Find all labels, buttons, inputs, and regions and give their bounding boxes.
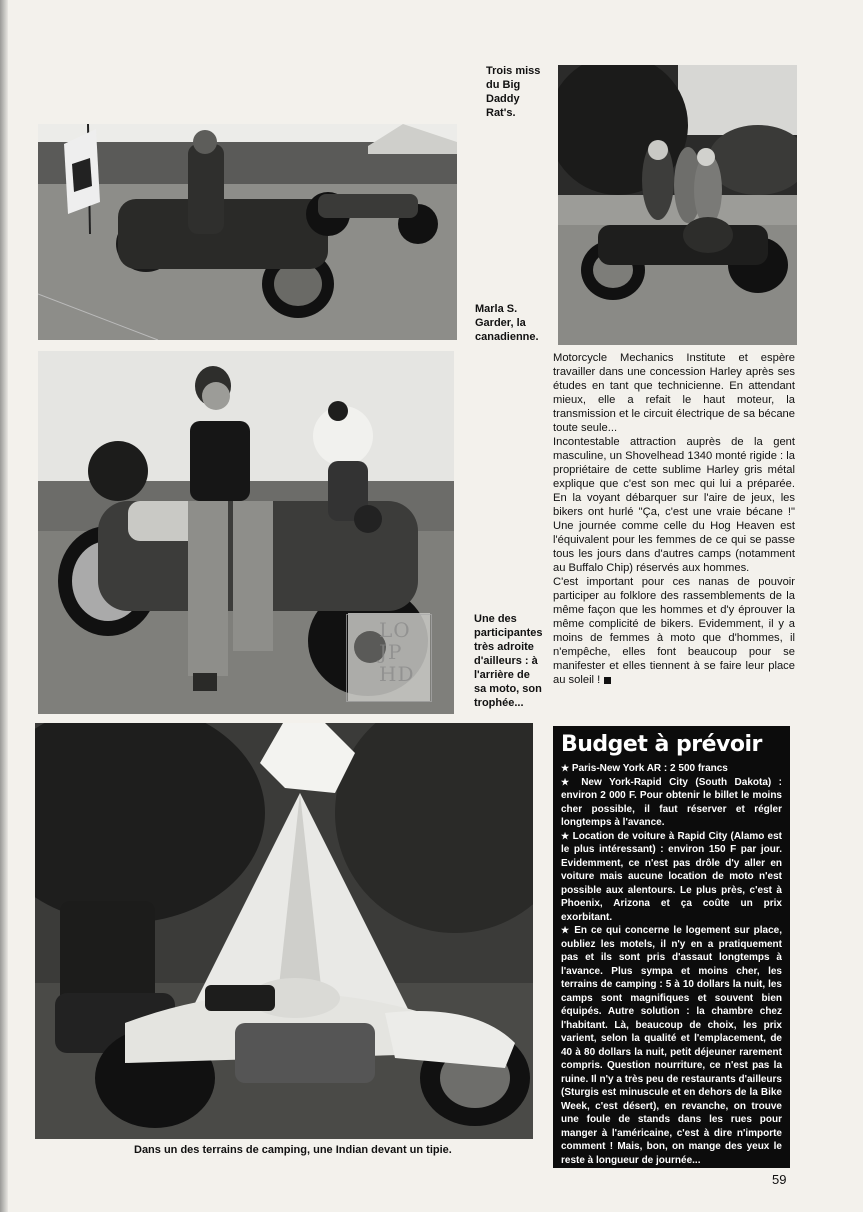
- star-icon: ★: [561, 925, 571, 935]
- photo-indian-tipi: [35, 723, 533, 1139]
- article-body: [553, 351, 795, 687]
- watermark-logo: [346, 614, 432, 702]
- article-paragraph: [553, 575, 795, 687]
- budget-item-text: En ce qui concerne le logement sur place, oubliez les motels, il n'y en a pratiquement pas et ils sont pris d'assaut longtemps à l'avance. Plus sympa et moins cher, les terrains de camping : 5 à 10 dollars la nuit, les camps sont magnifiques et souvent bien équipés. Autre solution : la chambre chez l'habitant. Là, beaucoup de choix, les prix varient, selon la qualité et l'emplacement, de 40 à 80 dollars la nuit, petit déjeuner rarement compris. Question nourriture, ce n'est pas la ruine. Il n'y a très peu de restaurants d'ailleurs (Sturgis est minuscule et en dehors de la Bike Week, c'est désert), en revanche, on trouve une foule de stands dans les rues pour manger à l'américaine, c'est à dire n'importe comment ! Mais, bon, on mange des yeux le reste à longueur de journée...: [561, 925, 782, 1166]
- star-icon: ★: [561, 830, 570, 841]
- budget-item-text: Location de voiture à Rapid City (Alamo est le plus intéressant) : environ 150 F par jour. Evidemment, ce n'est pas drôle d'y aller en voiture mais aucune location de moto n'est possible aux alentours. Le plus près, c'est à Phoenix, Arizona et ça coûte un prix exorbitant.: [561, 830, 782, 923]
- budget-item-text: New York-Rapid City (South Dakota) : environ 2 000 F. Pour obtenir le billet le moins cher possible, il faut réserver et régler longtemps à l'avance.: [561, 776, 782, 828]
- watermark-text: LO JP HD: [379, 618, 415, 686]
- budget-item: [561, 830, 782, 925]
- star-icon: ★: [561, 776, 574, 787]
- budget-item: [561, 924, 782, 1167]
- star-icon: ★: [561, 763, 570, 773]
- budget-title: Budget à prévoir: [561, 732, 762, 757]
- caption-participantes: Une des participantes très adroite d'ailleurs : à l'arrière de sa moto, son trophée...: [474, 613, 543, 709]
- caption-trois-miss: Trois miss du Big Daddy Rat's.: [486, 65, 541, 119]
- article-paragraph: Motorcycle Mechanics Institute et espère travailler dans une concession Harley après ses études en tant que technicienne. En attendant mieux, elle a refait le haut moteur, la transmission et le circuit électrique de sa bécane toute seule...: [553, 352, 795, 434]
- page-spine: [0, 0, 8, 1212]
- caption-indian: Dans un des terrains de camping, une Indian devant un tipie.: [134, 1144, 452, 1156]
- budget-box: [553, 726, 790, 1168]
- article-paragraph-text: C'est important pour ces nanas de pouvoir participer au folklore des rassemblements de la même façon que les hommes et d'y éprouver la même complicité de bikers. Evidemment, il y a moins de femmes à moto que d'hommes, il n'empêche, elles font beaucoup pour se manifester et elles tiennent à se faire leur place au soleil !: [553, 576, 795, 686]
- budget-item: [561, 762, 782, 776]
- budget-item: [561, 776, 782, 830]
- photo-trois-miss: [558, 65, 797, 345]
- page-number: 59: [772, 1172, 787, 1187]
- caption-marla: Marla S. Garder, la canadienne.: [475, 303, 539, 343]
- article-paragraph: Incontestable attraction auprès de la gent masculine, un Shovelhead 1340 monté rigide : la propriétaire de cette sublime Harley gris métal explique que c'est son mec qui lui a préparée. En la voyant débarquer sur l'aire de jeux, les bikers ont hurlé "Ça, c'est une vraie bécane !" Une journée comme celle du Hog Heaven est l'équivalent pour les femmes de ce qui se passe tous les jours dans d'autres camps (notamment au Buffalo Chip) réservés aux hommes.: [553, 436, 795, 574]
- budget-item-text: Paris-New York AR : 2 500 francs: [571, 763, 728, 774]
- photo-marla-touring-bike: [38, 124, 457, 340]
- end-of-article-mark: [604, 677, 611, 684]
